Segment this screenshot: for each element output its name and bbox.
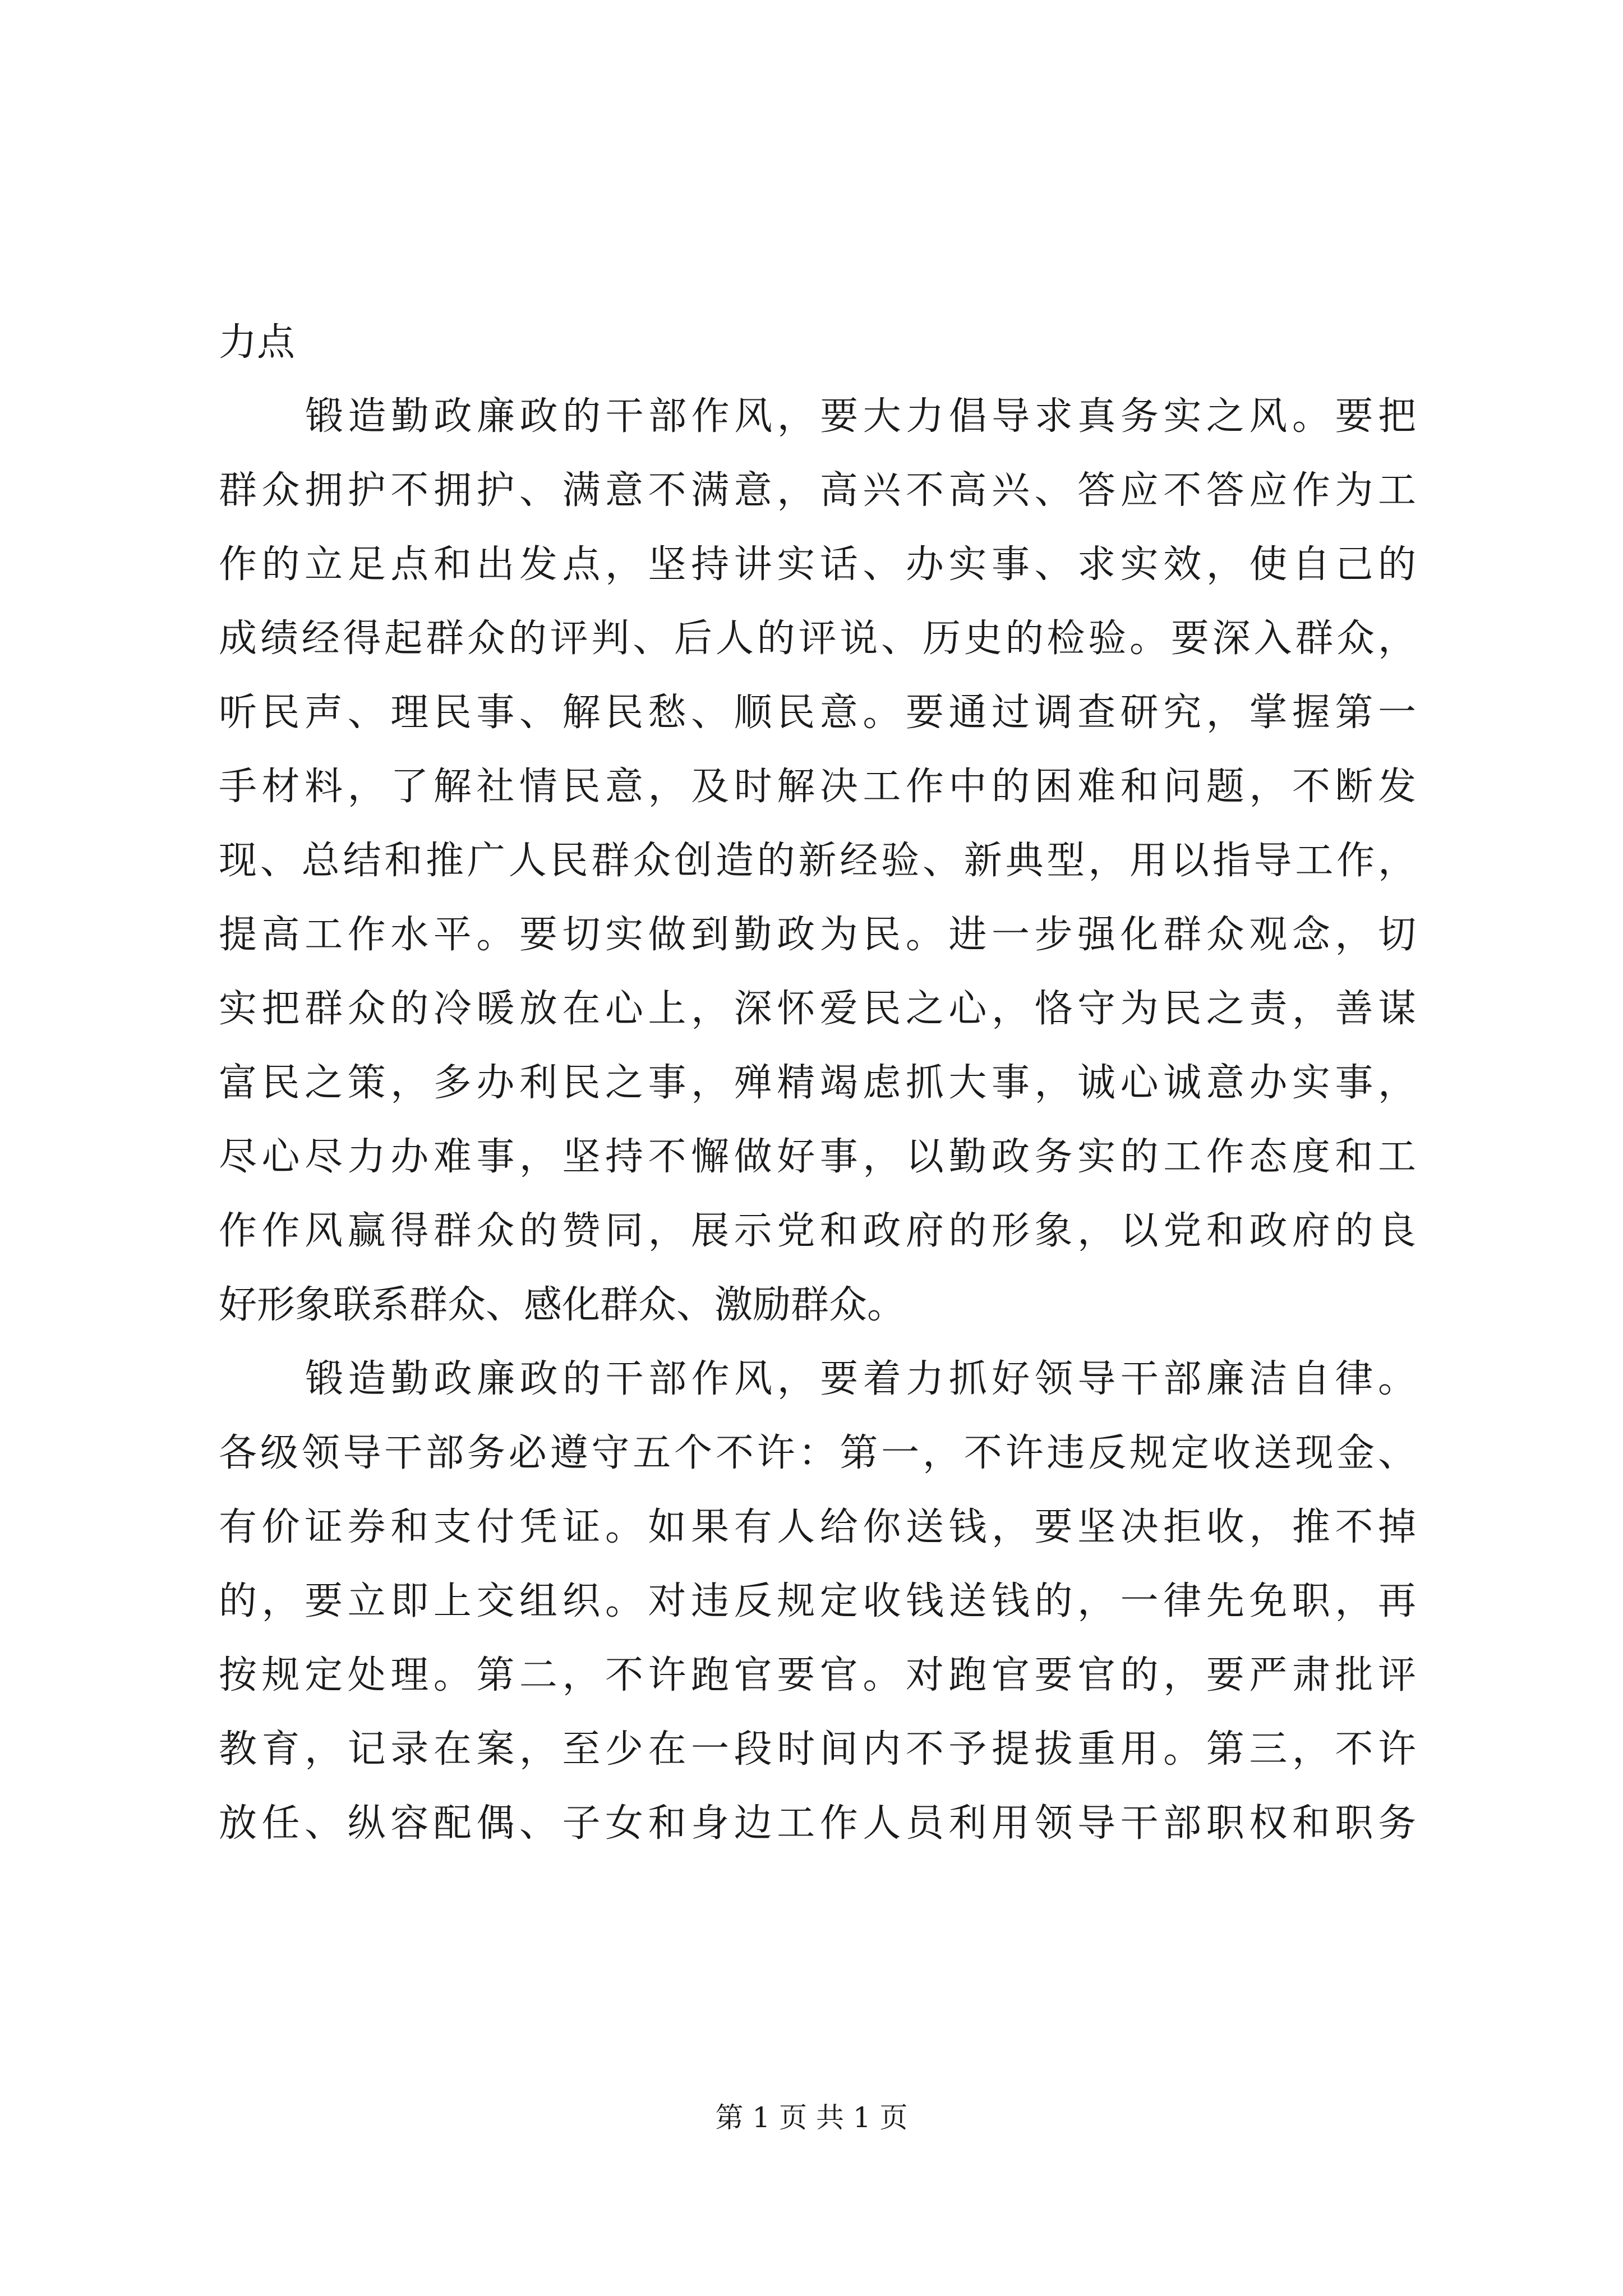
text-line: 作作风赢得群众的赞同，展示党和政府的形象，以党和政府的良 [219, 1209, 1416, 1253]
text-line: 富民之策，多办利民之事，殚精竭虑抓大事，诚心诚意办实事， [219, 1061, 1416, 1105]
text-line: 的，要立即上交组织。对违反规定收钱送钱的，一律先免职，再 [219, 1579, 1416, 1623]
text-line: 实把群众的冷暖放在心上，深怀爱民之心，恪守为民之责，善谋 [219, 987, 1416, 1031]
text-line: 现、总结和推广人民群众创造的新经验、新典型，用以指导工作， [219, 839, 1416, 883]
paragraph-last-line: 好形象联系群众、感化群众、激励群众。 [219, 1283, 906, 1327]
paragraph-first-line: 锻造勤政廉政的干部作风，要大力倡导求真务实之风。要把 [305, 394, 1416, 439]
text-line: 群众拥护不拥护、满意不满意，高兴不高兴、答应不答应作为工 [219, 468, 1416, 513]
text-line: 作的立足点和出发点，坚持讲实话、办实事、求实效，使自己的 [219, 542, 1416, 587]
document-body [219, 306, 1416, 1861]
text-line: 力点 [219, 320, 296, 365]
text-line: 放任、纵容配偶、子女和身边工作人员利用领导干部职权和职务 [219, 1801, 1416, 1846]
text-line: 手材料，了解社情民意，及时解决工作中的困难和问题，不断发 [219, 765, 1416, 809]
text-line: 有价证券和支付凭证。如果有人给你送钱，要坚决拒收，推不掉 [219, 1505, 1416, 1549]
page-footer: 第 1 页 共 1 页 [715, 2101, 908, 2134]
text-line: 听民声、理民事、解民愁、顺民意。要通过调查研究，掌握第一 [219, 691, 1416, 735]
text-line: 教育，记录在案，至少在一段时间内不予提拔重用。第三，不许 [219, 1727, 1416, 1772]
paragraph-first-line: 锻造勤政廉政的干部作风，要着力抓好领导干部廉洁自律。 [305, 1357, 1416, 1401]
text-line: 成绩经得起群众的评判、后人的评说、历史的检验。要深入群众， [219, 616, 1416, 661]
text-line: 按规定处理。第二，不许跑官要官。对跑官要官的，要严肃批评 [219, 1653, 1416, 1697]
text-line: 各级领导干部务必遵守五个不许：第一，不许违反规定收送现金、 [219, 1431, 1416, 1475]
text-line: 尽心尽力办难事，坚持不懈做好事，以勤政务实的工作态度和工 [219, 1135, 1416, 1179]
text-line: 提高工作水平。要切实做到勤政为民。进一步强化群众观念，切 [219, 913, 1416, 957]
